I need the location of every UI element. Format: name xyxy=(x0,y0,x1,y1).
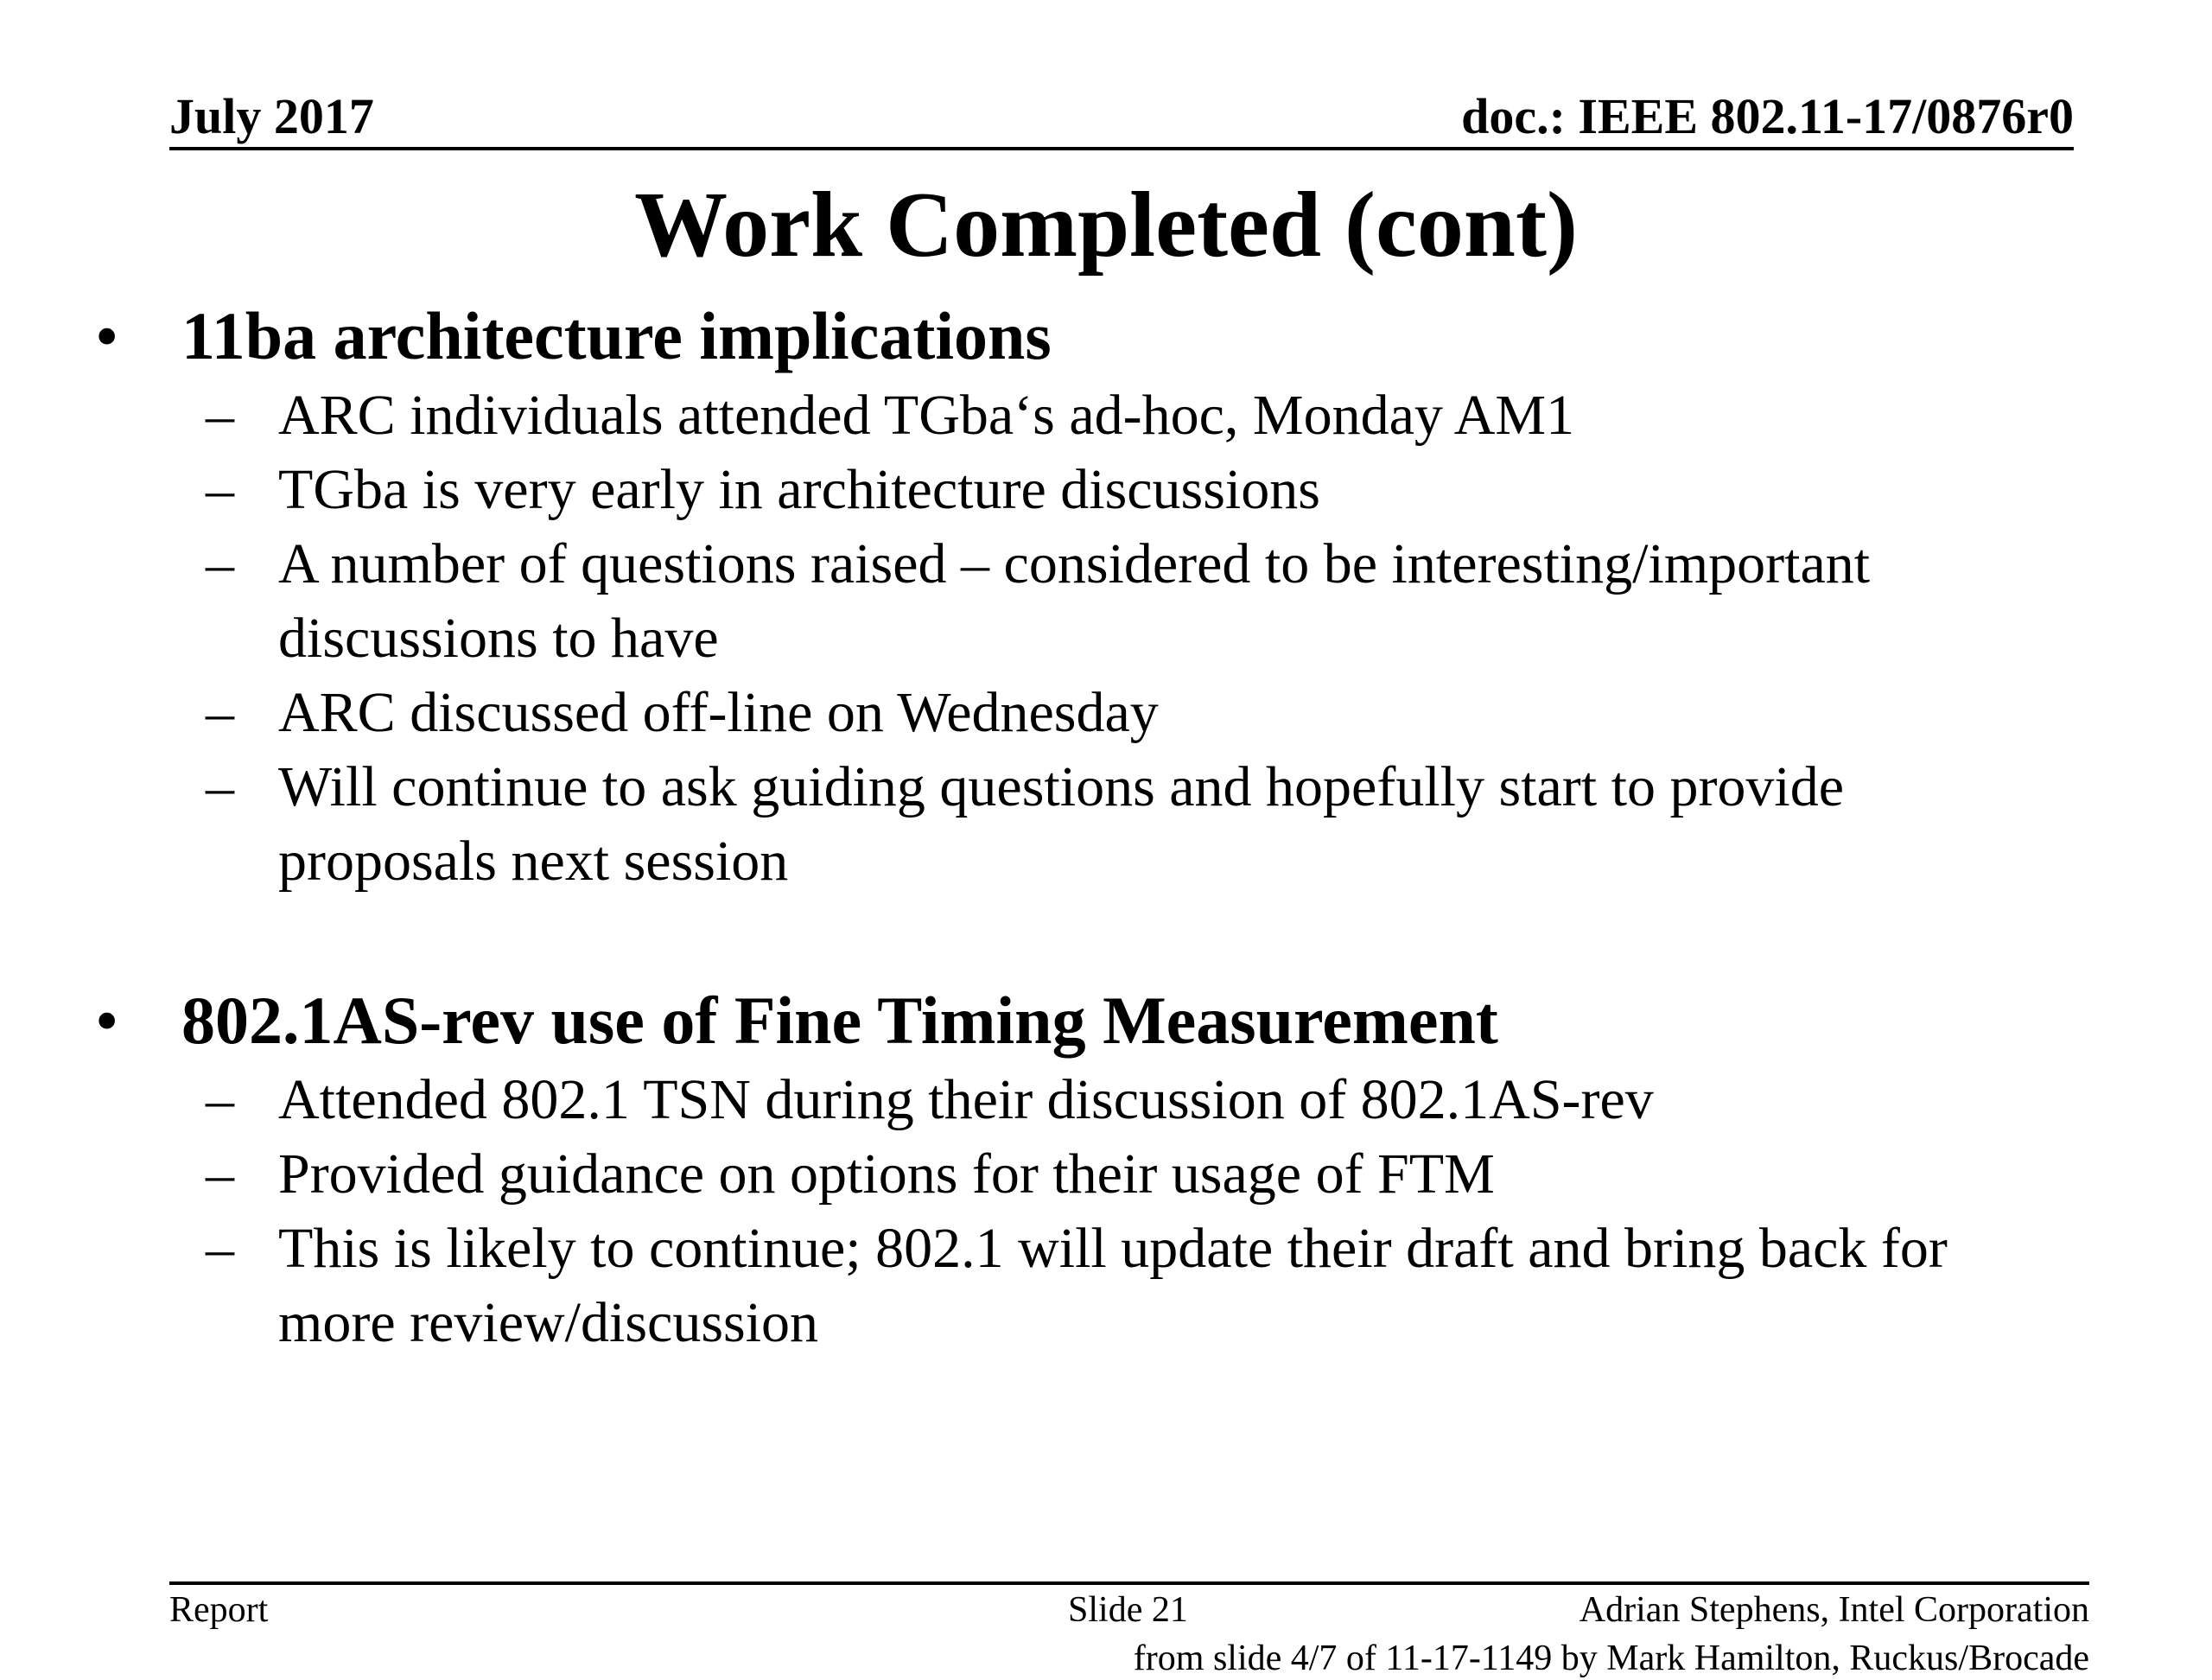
footer-author: Adrian Stephens, Intel Corporation xyxy=(1579,1590,2089,1630)
sub-bullet-item xyxy=(95,1063,2048,1137)
bullet-marker: • xyxy=(95,298,119,373)
header-date: July 2017 xyxy=(169,88,374,144)
sub-bullet-text: Attended 802.1 TSN during their discussion of 802.1AS-rev xyxy=(278,1068,1654,1131)
dash-marker: – xyxy=(206,384,234,447)
sub-bullet-item xyxy=(95,750,2048,899)
slide-title: Work Completed (cont) xyxy=(634,174,1578,277)
sub-bullet-text: Provided guidance on options for their usage of FTM xyxy=(278,1142,1495,1206)
bullet-heading-text: 802.1AS-rev use of Fine Timing Measurement xyxy=(181,983,1498,1058)
dash-marker: – xyxy=(206,458,234,521)
header-divider xyxy=(169,147,2074,150)
bullet-section-2 xyxy=(95,978,2126,1360)
sub-bullet-text: A number of questions raised – considered to be interesting/important discussions to have xyxy=(278,532,1871,670)
sub-bullet-item xyxy=(95,453,2048,527)
sub-bullet-text: This is likely to continue; 802.1 will update their draft and bring back for more review/discussion xyxy=(278,1217,1948,1354)
bullet-heading-text: 11ba architecture implications xyxy=(181,298,1052,373)
dash-marker: – xyxy=(206,681,234,744)
sub-bullet-item xyxy=(95,1137,2048,1212)
sub-bullet-item xyxy=(95,676,2048,750)
footer-category: Report xyxy=(169,1590,269,1630)
bullet-marker: • xyxy=(95,983,119,1058)
bullet-heading xyxy=(95,294,2126,379)
bullet-heading xyxy=(95,978,2126,1063)
sub-bullet-item xyxy=(95,379,2048,453)
sub-bullet-text: Will continue to ask guiding questions and hopefully start to provide proposals next session xyxy=(278,755,1845,893)
dash-marker: – xyxy=(206,755,234,818)
dash-marker: – xyxy=(206,1217,234,1280)
dash-marker: – xyxy=(206,1142,234,1206)
sub-bullet-list xyxy=(95,379,2126,899)
slide-number: Slide 21 xyxy=(1068,1590,1188,1630)
sub-bullet-list xyxy=(95,1063,2126,1360)
sub-bullet-text: TGba is very early in architecture discussions xyxy=(278,458,1320,521)
sub-bullet-item xyxy=(95,1212,2048,1360)
dash-marker: – xyxy=(206,532,234,595)
bullet-section-1 xyxy=(95,294,2126,899)
dash-marker: – xyxy=(206,1068,234,1131)
sub-bullet-item xyxy=(95,527,2048,676)
header-doc-number: doc.: IEEE 802.11-17/0876r0 xyxy=(1461,88,2074,144)
sub-bullet-text: ARC discussed off-line on Wednesday xyxy=(278,681,1159,744)
footer-source-note: from slide 4/7 of 11-17-1149 by Mark Hamilton, Ruckus/Brocade xyxy=(1133,1639,2089,1678)
footer-divider xyxy=(169,1581,2089,1585)
sub-bullet-text: ARC individuals attended TGba‘s ad-hoc, Monday AM1 xyxy=(278,384,1575,447)
